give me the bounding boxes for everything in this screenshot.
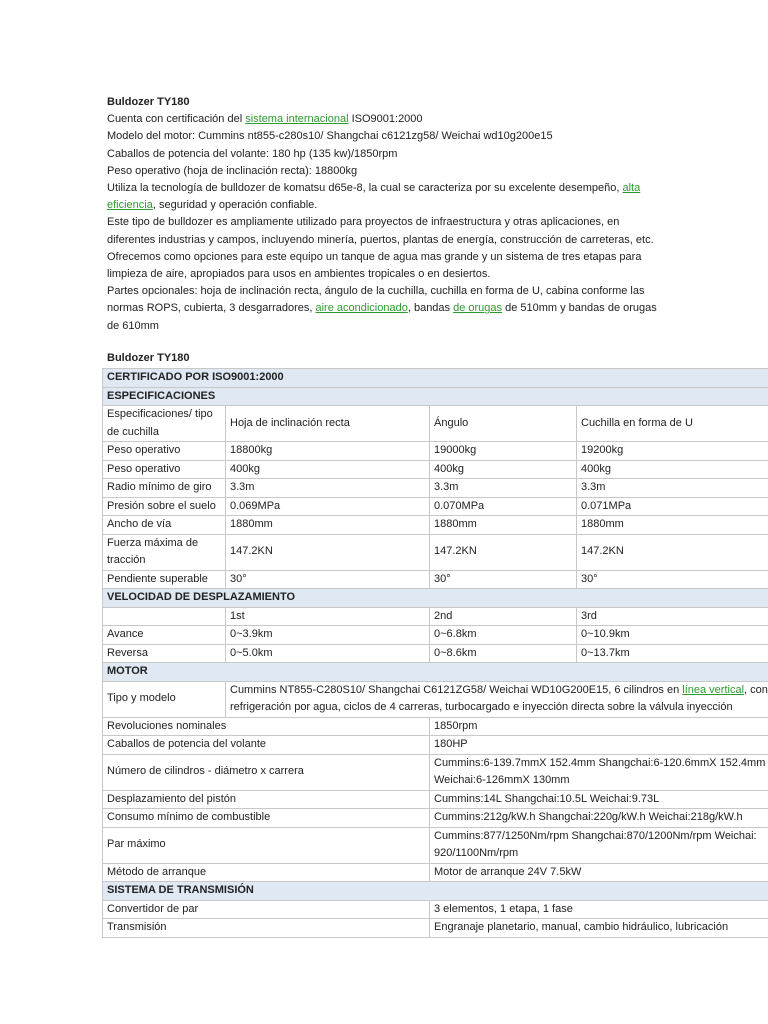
link-linea-vertical[interactable]: línea vertical [682, 683, 745, 696]
intro-options: Partes opcionales: hoja de inclinación recta, ángulo de la cuchilla, cuchilla en forma de U, cabina conforme las normas ROPS, cubierta, 3 desgarradores, aire acondicionado, bandas de orugas de 510mm y bandas de orugas de 610mm [107, 285, 657, 332]
table-row [103, 497, 768, 516]
table-row [103, 809, 768, 828]
table-row [103, 516, 768, 535]
table-cell: Peso operativo [103, 442, 226, 461]
table-cell: 400kg [226, 460, 430, 479]
table-cell-label: Par máximo [103, 827, 430, 863]
table-cell: 147.2KN [226, 534, 430, 570]
section-row [103, 589, 768, 608]
table-cell: 0.070MPa [430, 497, 577, 516]
table-cell: Ancho de vía [103, 516, 226, 535]
table-row [103, 442, 768, 461]
table-cell-label: Número de cilindros - diámetro x carrera [103, 754, 430, 790]
table-row [103, 626, 768, 645]
table-cell: Radio mínimo de giro [103, 479, 226, 498]
table-row [103, 681, 768, 717]
table-cell-value: 3 elementos, 1 etapa, 1 fase [430, 900, 768, 919]
table-row [103, 479, 768, 498]
table-row [103, 790, 768, 809]
table-cell: 1880mm [226, 516, 430, 535]
link-sistema-internacional[interactable]: sistema internacional [245, 113, 349, 126]
table-cell: Ángulo [430, 406, 577, 442]
table-row [103, 736, 768, 755]
table-cell-value: Engranaje planetario, manual, cambio hidráulico, lubricación [430, 919, 768, 938]
section-row [103, 663, 768, 682]
table-cell: 30° [577, 570, 768, 589]
table-row [103, 406, 768, 442]
intro-model: Modelo del motor: Cummins nt855-c280s10/ Shangchai c6121zg58/ Weichai wd10g200e15 [107, 130, 553, 143]
table-cell-label: Revoluciones nominales [103, 717, 430, 736]
table-cell-label: Caballos de potencia del volante [103, 736, 430, 755]
link-de-orugas[interactable]: de orugas [453, 302, 503, 315]
table-title: Buldozer TY180 [107, 352, 190, 364]
section-row [103, 387, 768, 406]
table-cell: 18800kg [226, 442, 430, 461]
table-cell: 1880mm [430, 516, 577, 535]
table-cell-value: 1850rpm [430, 717, 768, 736]
table-cell: Peso operativo [103, 460, 226, 479]
table-cell-value: Cummins:877/1250Nm/rpm Shangchai:870/1200Nm/rpm Weichai: 920/1100Nm/rpm [430, 827, 768, 863]
table-row [103, 717, 768, 736]
table-cell: 19000kg [430, 442, 577, 461]
table-cell-value: Cummins NT855-C280S10/ Shangchai C6121ZG58/ Weichai WD10G200E15, 6 cilindros en línea vertical, con refrigeración por agua, ciclos de 4 carreras, turbocargado e inyección directa sobre la válvula inyección [226, 681, 768, 717]
table-cell: 400kg [577, 460, 768, 479]
spec-table [102, 368, 768, 938]
table-cell-label: Tipo y modelo [103, 681, 226, 717]
table-row [103, 827, 768, 863]
table-cell-value: Cummins:6-139.7mmX 152.4mm Shangchai:6-120.6mmX 152.4mm Weichai:6-126mmX 130mm [430, 754, 768, 790]
intro-title: Buldozer TY180 [107, 96, 190, 108]
link-alta-eficiencia[interactable]: alta eficiencia [107, 182, 641, 212]
section-header: CERTIFICADO POR ISO9001:2000 [103, 369, 768, 388]
intro-hp: Caballos de potencia del volante: 180 hp (135 kw)/1850rpm [107, 147, 398, 160]
table-cell: 0~13.7km [577, 644, 768, 663]
section-row [103, 882, 768, 901]
table-cell: Presión sobre el suelo [103, 497, 226, 516]
table-cell: 0.071MPa [577, 497, 768, 516]
table-cell: 0~6.8km [430, 626, 577, 645]
table-cell: 0~8.6km [430, 644, 577, 663]
table-row [103, 900, 768, 919]
table-cell: 147.2KN [577, 534, 768, 570]
table-cell: 0~3.9km [226, 626, 430, 645]
table-row [103, 607, 768, 626]
table-cell: 0~5.0km [226, 644, 430, 663]
table-cell-label: Método de arranque [103, 863, 430, 882]
table-row [103, 754, 768, 790]
table-cell-value: Cummins:212g/kW.h Shangchai:220g/kW.h Weichai:218g/kW.h [430, 809, 768, 828]
table-cell: Reversa [103, 644, 226, 663]
table-row [103, 460, 768, 479]
table-cell: 3rd [577, 607, 768, 626]
table-cell: 30° [226, 570, 430, 589]
table-cell: 400kg [430, 460, 577, 479]
table-cell: 19200kg [577, 442, 768, 461]
table-cell-label: Transmisión [103, 919, 430, 938]
table-cell: 30° [430, 570, 577, 589]
table-cell-value: Cummins:14L Shangchai:10.5L Weichai:9.73L [430, 790, 768, 809]
intro-block [107, 94, 667, 335]
table-cell: 3.3m [226, 479, 430, 498]
section-header: ESPECIFICACIONES [103, 387, 768, 406]
table-cell: 0~10.9km [577, 626, 768, 645]
table-row [103, 919, 768, 938]
table-cell: 2nd [430, 607, 577, 626]
table-row [103, 644, 768, 663]
section-header: MOTOR [103, 663, 768, 682]
table-cell: 1880mm [577, 516, 768, 535]
table-cell: Hoja de inclinación recta [226, 406, 430, 442]
table-cell-label: Desplazamiento del pistón [103, 790, 430, 809]
table-cell: Avance [103, 626, 226, 645]
intro-offer: Ofrecemos como opciones para este equipo un tanque de agua mas grande y un sistema de tres etapas para limpieza de aire, apropiados para usos en ambientes tropicales o en desiertos. [107, 250, 642, 281]
intro-cert: Cuenta con certificación del sistema internacional ISO9001:2000 [107, 113, 423, 126]
section-header: VELOCIDAD DE DESPLAZAMIENTO [103, 589, 768, 608]
table-cell: Cuchilla en forma de U [577, 406, 768, 442]
table-cell-value: Motor de arranque 24V 7.5kW [430, 863, 768, 882]
table-row [103, 863, 768, 882]
table-cell: Pendiente superable [103, 570, 226, 589]
table-cell: 3.3m [577, 479, 768, 498]
intro-tech: Utiliza la tecnología de bulldozer de komatsu d65e-8, la cual se caracteriza por su excelente desempeño, alta eficiencia, seguridad y operación confiable. [107, 182, 641, 212]
table-row [103, 570, 768, 589]
table-cell: 1st [226, 607, 430, 626]
table-cell-value: 180HP [430, 736, 768, 755]
table-cell-label: Convertidor de par [103, 900, 430, 919]
section-row [103, 369, 768, 388]
table-cell: 3.3m [430, 479, 577, 498]
table-cell: Especificaciones/ tipo de cuchilla [103, 406, 226, 442]
table-cell [103, 607, 226, 626]
table-cell-label: Consumo mínimo de combustible [103, 809, 430, 828]
intro-weight: Peso operativo (hoja de inclinación recta): 18800kg [107, 164, 358, 177]
section-header: SISTEMA DE TRANSMISIÓN [103, 882, 768, 901]
table-cell: 0.069MPa [226, 497, 430, 516]
table-cell: 147.2KN [430, 534, 577, 570]
intro-usage: Este tipo de bulldozer es ampliamente utilizado para proyectos de infraestructura y otras aplicaciones, en diferentes industrias y campos, incluyendo minería, puertos, plantas de energía, construcción de carreteras, etc. [107, 216, 654, 246]
table-row [103, 534, 768, 570]
table-cell: Fuerza máxima de tracción [103, 534, 226, 570]
link-aire-acondicionado[interactable]: aire acondicionado [315, 302, 408, 315]
